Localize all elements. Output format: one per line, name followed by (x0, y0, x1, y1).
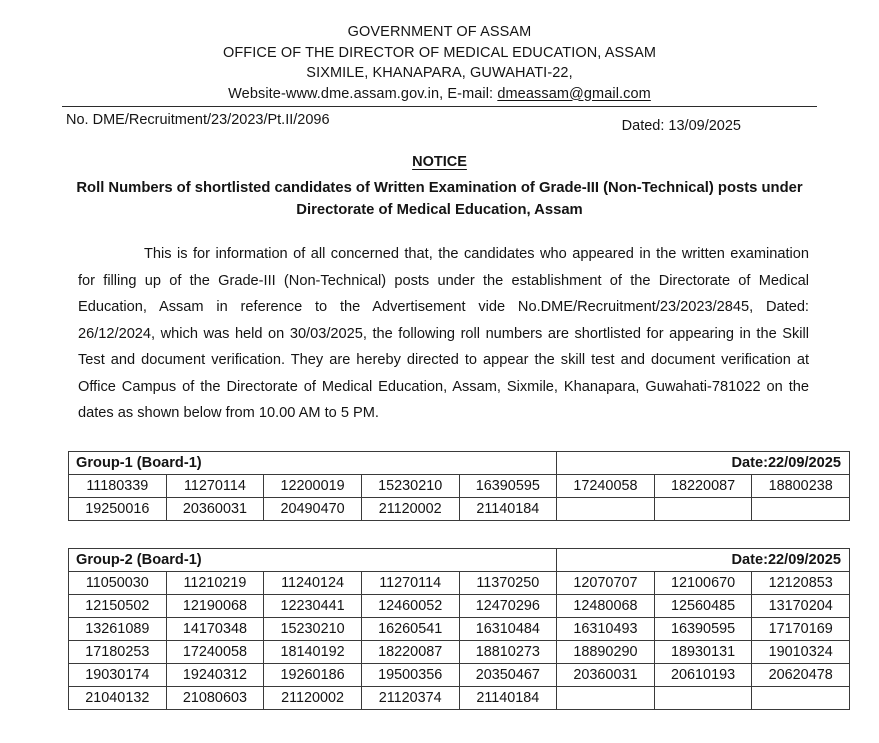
roll-cell: 16390595 (654, 617, 752, 640)
table-header-row (69, 451, 850, 474)
roll-cell: 16390595 (459, 474, 557, 497)
roll-cell-empty (752, 686, 850, 709)
reference-number: No. DME/Recruitment/23/2023/Pt.II/2096 (66, 112, 330, 128)
roll-cell-empty (654, 497, 752, 520)
table-row (69, 571, 850, 594)
roll-cell: 16310484 (459, 617, 557, 640)
table-row (69, 594, 850, 617)
roll-number-table-group-1 (68, 451, 850, 521)
roll-cell: 18220087 (361, 640, 459, 663)
roll-cell: 20350467 (459, 663, 557, 686)
roll-cell: 20620478 (752, 663, 850, 686)
roll-cell: 11370250 (459, 571, 557, 594)
roll-cell: 12470296 (459, 594, 557, 617)
roll-number-table-group-2 (68, 548, 850, 710)
header-divider (62, 106, 817, 107)
roll-cell: 12070707 (557, 571, 655, 594)
roll-cell: 21120002 (361, 497, 459, 520)
reference-row (18, 110, 861, 136)
group-label-1: Group-1 (Board-1) (69, 451, 557, 474)
roll-cell-empty (557, 497, 655, 520)
roll-cell: 12100670 (654, 571, 752, 594)
roll-cell: 11180339 (69, 474, 167, 497)
roll-cell: 18810273 (459, 640, 557, 663)
roll-cell-empty (654, 686, 752, 709)
roll-cell: 18800238 (752, 474, 850, 497)
roll-cell-empty (752, 497, 850, 520)
group-date-2: Date:22/09/2025 (557, 548, 850, 571)
roll-cell: 15230210 (361, 474, 459, 497)
roll-cell: 12190068 (166, 594, 264, 617)
roll-cell: 19030174 (69, 663, 167, 686)
notice-subtitle (70, 177, 809, 221)
roll-cell: 13261089 (69, 617, 167, 640)
roll-cell: 21140184 (459, 497, 557, 520)
roll-cell: 12480068 (557, 594, 655, 617)
roll-cell: 19240312 (166, 663, 264, 686)
roll-cell: 12560485 (654, 594, 752, 617)
table-row (69, 474, 850, 497)
roll-cell: 15230210 (264, 617, 362, 640)
roll-cell: 20490470 (264, 497, 362, 520)
roll-cell: 21120002 (264, 686, 362, 709)
notice-subtitle-line-1: Roll Numbers of shortlisted candidates of Written Examination of Grade-III (Non-Technical) posts (76, 180, 758, 196)
letterhead (18, 0, 861, 104)
table-body-group-1 (69, 474, 850, 520)
roll-cell: 11270114 (361, 571, 459, 594)
roll-cell: 18930131 (654, 640, 752, 663)
roll-cell: 19250016 (69, 497, 167, 520)
roll-cell: 21140184 (459, 686, 557, 709)
roll-cell: 11240124 (264, 571, 362, 594)
email-link[interactable]: dmeassam@gmail.com (497, 85, 651, 102)
group-label-2: Group-2 (Board-1) (69, 548, 557, 571)
roll-cell: 17240058 (557, 474, 655, 497)
roll-cell: 21040132 (69, 686, 167, 709)
roll-cell: 11050030 (69, 571, 167, 594)
roll-cell-empty (557, 686, 655, 709)
table-body-group-2 (69, 571, 850, 709)
roll-cell: 12460052 (361, 594, 459, 617)
table-row (69, 686, 850, 709)
letterhead-line-contact (18, 84, 861, 105)
roll-cell: 12120853 (752, 571, 850, 594)
roll-cell: 20610193 (654, 663, 752, 686)
roll-cell: 19010324 (752, 640, 850, 663)
roll-cell: 16310493 (557, 617, 655, 640)
group-date-1: Date:22/09/2025 (557, 451, 850, 474)
table-header-group-1 (69, 451, 850, 474)
website-text: Website-www.dme.assam.gov.in, E-mail: (228, 85, 498, 102)
table-row (69, 663, 850, 686)
letterhead-line-government: GOVERNMENT OF ASSAM (347, 24, 532, 40)
roll-cell: 17180253 (69, 640, 167, 663)
roll-cell: 18140192 (264, 640, 362, 663)
roll-cell: 18220087 (654, 474, 752, 497)
roll-cell: 17240058 (166, 640, 264, 663)
roll-cell: 17170169 (752, 617, 850, 640)
table-row (69, 497, 850, 520)
roll-cell: 14170348 (166, 617, 264, 640)
table-row (69, 640, 850, 663)
roll-cell: 11270114 (166, 474, 264, 497)
roll-cell: 11210219 (166, 571, 264, 594)
roll-cell: 21080603 (166, 686, 264, 709)
roll-cell: 20360031 (557, 663, 655, 686)
letterhead-line-office: OFFICE OF THE DIRECTOR OF MEDICAL EDUCATION, ASSAM (222, 44, 657, 61)
roll-cell: 16260541 (361, 617, 459, 640)
roll-cell: 19260186 (264, 663, 362, 686)
notice-subtitle-line-2: under Directorate of Medical Education, Assam (296, 180, 803, 218)
roll-cell: 13170204 (752, 594, 850, 617)
letterhead-line-address: SIXMILE, KHANAPARA, GUWAHATI-22, (306, 65, 573, 81)
roll-cell: 21120374 (361, 686, 459, 709)
reference-date: Dated: 13/09/2025 (621, 118, 741, 134)
roll-cell: 12150502 (69, 594, 167, 617)
roll-cell: 18890290 (557, 640, 655, 663)
roll-cell: 12230441 (264, 594, 362, 617)
notice-title: NOTICE (412, 154, 467, 170)
notice-body-paragraph: This is for information of all concerned that, the candidates who appeared in the written examination for filling up of the Grade-III (Non-Technical) posts under the establishment of the Directorate of Medical Education, Assam in reference to the Advertisement vide No.DME/Recruitment/23/2023/2845, Dated: 26/12/2024, which was held on 30/03/2025, the following roll numbers are shortlisted for appearing in the Skill Test and document verification. They are hereby directed to appear the skill test and document verification at Office Campus of the Directorate of Medical Education, Assam, Sixmile, Khanapara, Guwahati-781022 on the dates as shown below from 10.00 AM to 5 PM. (78, 246, 809, 421)
table-header-group-2 (69, 548, 850, 571)
table-row (69, 617, 850, 640)
table-header-row (69, 548, 850, 571)
roll-cell: 12200019 (264, 474, 362, 497)
roll-cell: 19500356 (361, 663, 459, 686)
roll-cell: 20360031 (166, 497, 264, 520)
